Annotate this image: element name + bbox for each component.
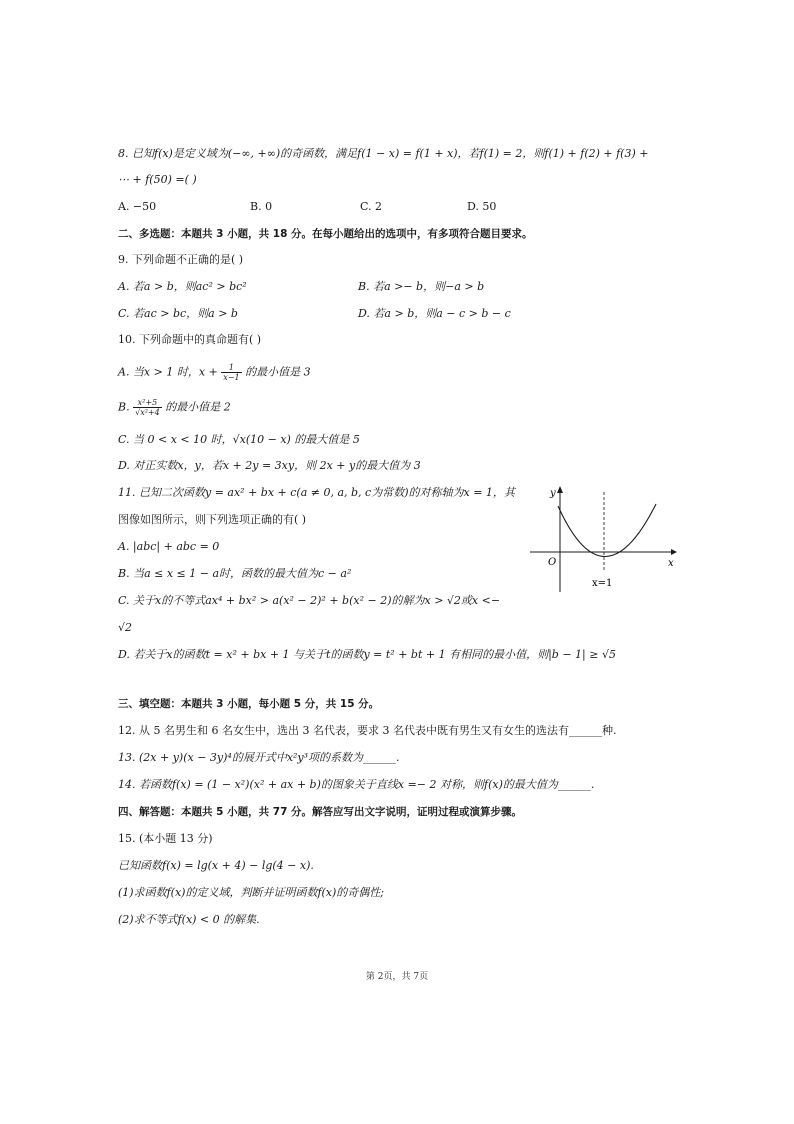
- section-fill-blank-heading: 三、填空题：本题共 3 小题，每小题 5 分，共 15 分。: [118, 698, 380, 710]
- q8-line2: ⋯ + f(50) =( ): [118, 173, 197, 186]
- q11-line1: 11. 已知二次函数y = ax² + bx + c(a ≠ 0, a, b, c为常数)的对称轴为x = 1，其: [118, 486, 515, 499]
- section-multiple-choice-heading: 二、多选题：本题共 3 小题，共 18 分。在每小题给出的选项中，有多项符合题目要求。: [118, 228, 533, 240]
- q10-option-b-prefix: B.: [118, 400, 130, 414]
- q10-option-b-fraction: [133, 398, 162, 417]
- q8-option-d: D. 50: [467, 200, 497, 213]
- q10-option-b-suffix: 的最小值是 2: [165, 400, 231, 414]
- page-footer: 第 2页，共 7页: [365, 972, 429, 982]
- q11-option-b: B. 当a ≤ x ≤ 1 − a时，函数的最大值为c − a²: [118, 567, 352, 580]
- q13-stem: 13. (2x + y)(x − 3y)⁴的展开式中x²y³项的系数为______.: [118, 751, 400, 764]
- q8-line1: 8. 已知f(x)是定义域为(−∞, +∞)的奇函数，满足f(1 − x) = f(1 + x)，若f(1) = 2，则f(1) + f(2) + f(3) +: [118, 147, 649, 160]
- q9-option-c: C. 若ac > bc，则a > b: [118, 307, 238, 320]
- q15-header: 15. (本小题 13 分): [118, 832, 213, 845]
- q10-option-a-prefix: A. 当x > 1 时，x +: [118, 365, 218, 379]
- q11-option-c-line1: C. 关于x的不等式ax⁴ + bx² > a(x² − 2)² + b(x² − 2)的解为x > √2或x <−: [118, 594, 501, 607]
- q10-option-c: C. 当 0 < x < 10 时，√x(10 − x) 的最大值是 5: [118, 433, 360, 446]
- q10-stem: 10. 下列命题中的真命题有( ): [118, 333, 262, 346]
- q8-option-c: C. 2: [360, 200, 383, 213]
- q9-option-a: A. 若a > b，则ac² > bc²: [118, 280, 247, 293]
- y-axis-arrow: [557, 486, 563, 493]
- q10-option-b-numerator: x²+5: [133, 398, 162, 408]
- q9-option-b: B. 若a >− b，则−a > b: [358, 280, 485, 293]
- q15-stem: 已知函数f(x) = lg(x + 4) − lg(4 − x).: [118, 859, 314, 872]
- q15-part2: (2)求不等式f(x) < 0 的解集.: [118, 913, 260, 926]
- q12-stem: 12. 从 5 名男生和 6 名女生中，选出 3 名代表，要求 3 名代表中既有男生又有女生的选法有______种.: [118, 724, 617, 737]
- parabola-graph: [528, 484, 678, 594]
- q9-stem: 9. 下列命题不正确的是( ): [118, 253, 244, 266]
- q11-line2: 图像如图所示，则下列选项正确的有( ): [118, 513, 307, 526]
- x-axis-label: x: [668, 558, 674, 569]
- q10-option-a: [118, 363, 311, 382]
- q9-option-d: D. 若a > b，则a − c > b − c: [358, 307, 511, 320]
- q10-option-a-suffix: 的最小值是 3: [245, 365, 311, 379]
- q11-option-a: A. |abc| + abc = 0: [118, 540, 220, 553]
- section-answer-heading: 四、解答题：本题共 5 小题，共 77 分。解答应写出文字说明，证明过程或演算步骤。: [118, 806, 523, 818]
- symmetry-axis-label: x=1: [592, 578, 613, 589]
- x-axis-arrow: [671, 549, 677, 555]
- q10-option-b: [118, 398, 231, 417]
- q11-option-c-line2: √2: [118, 621, 133, 634]
- q10-option-a-fraction: [221, 363, 241, 382]
- origin-label: O: [548, 557, 557, 568]
- q8-option-b: B. 0: [250, 200, 273, 213]
- q10-option-a-numerator: 1: [221, 363, 241, 373]
- q10-option-b-denominator: √x²+4: [135, 408, 160, 417]
- q15-part1: (1)求函数f(x)的定义域，判断并证明函数f(x)的奇偶性;: [118, 886, 385, 899]
- q10-option-a-denominator: x−1: [223, 373, 240, 382]
- q10-option-d: D. 对正实数x，y，若x + 2y = 3xy，则 2x + y的最大值为 3: [118, 459, 421, 472]
- q11-option-d: D. 若关于x的函数t = x² + bx + 1 与关于t的函数y = t² + bt + 1 有相同的最小值，则|b − 1| ≥ √5: [118, 648, 616, 661]
- parabola-curve: [558, 504, 656, 557]
- q8-option-a: A. −50: [118, 200, 157, 213]
- q14-stem: 14. 若函数f(x) = (1 − x²)(x² + ax + b)的图象关于直线x =− 2 对称，则f(x)的最大值为______.: [118, 778, 595, 791]
- y-axis-label: y: [550, 488, 556, 499]
